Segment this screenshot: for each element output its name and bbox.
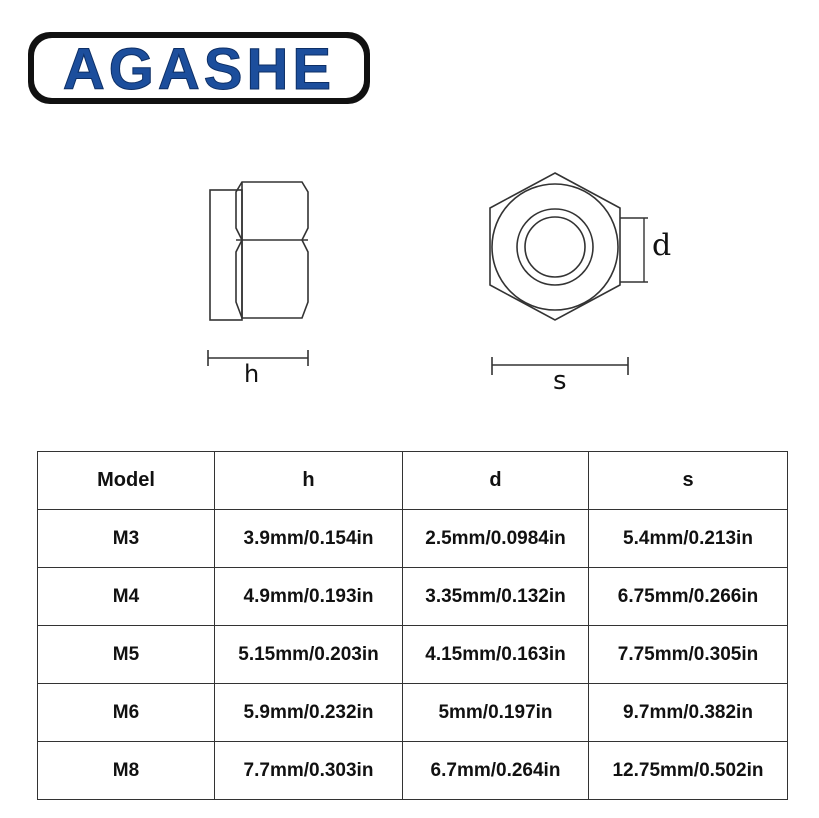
cell-d: 2.5mm/0.0984in xyxy=(403,510,589,568)
cell-h: 5.15mm/0.203in xyxy=(215,626,403,684)
cell-model: M5 xyxy=(38,626,215,684)
table-row xyxy=(38,626,788,684)
cell-model: M4 xyxy=(38,568,215,626)
cell-d: 4.15mm/0.163in xyxy=(403,626,589,684)
cell-model: M6 xyxy=(38,684,215,742)
d-dimension-label: d xyxy=(652,228,672,263)
agashe-logo xyxy=(24,28,374,108)
cell-d: 3.35mm/0.132in xyxy=(403,568,589,626)
s-dimension-label: s xyxy=(553,366,567,396)
table-row xyxy=(38,510,788,568)
cell-model: M3 xyxy=(38,510,215,568)
header-s: s xyxy=(589,452,788,510)
cell-h: 7.7mm/0.303in xyxy=(215,742,403,800)
table-row xyxy=(38,742,788,800)
header-d: d xyxy=(403,452,589,510)
cell-d: 6.7mm/0.264in xyxy=(403,742,589,800)
header-model: Model xyxy=(38,452,215,510)
nut-top-view xyxy=(470,165,690,400)
cell-s: 9.7mm/0.382in xyxy=(589,684,788,742)
cell-h: 4.9mm/0.193in xyxy=(215,568,403,626)
svg-text:AGASHE: AGASHE xyxy=(62,37,336,102)
cell-d: 5mm/0.197in xyxy=(403,684,589,742)
table-row xyxy=(38,568,788,626)
cell-s: 7.75mm/0.305in xyxy=(589,626,788,684)
cell-s: 5.4mm/0.213in xyxy=(589,510,788,568)
cell-s: 6.75mm/0.266in xyxy=(589,568,788,626)
cell-h: 5.9mm/0.232in xyxy=(215,684,403,742)
d-dimension-line xyxy=(620,218,648,282)
cell-h: 3.9mm/0.154in xyxy=(215,510,403,568)
h-dimension-label: h xyxy=(244,360,260,388)
table-row xyxy=(38,684,788,742)
nut-side-view xyxy=(198,160,318,390)
cell-model: M8 xyxy=(38,742,215,800)
cell-s: 12.75mm/0.502in xyxy=(589,742,788,800)
header-h: h xyxy=(215,452,403,510)
spec-table xyxy=(37,451,788,800)
table-header-row xyxy=(38,452,788,510)
